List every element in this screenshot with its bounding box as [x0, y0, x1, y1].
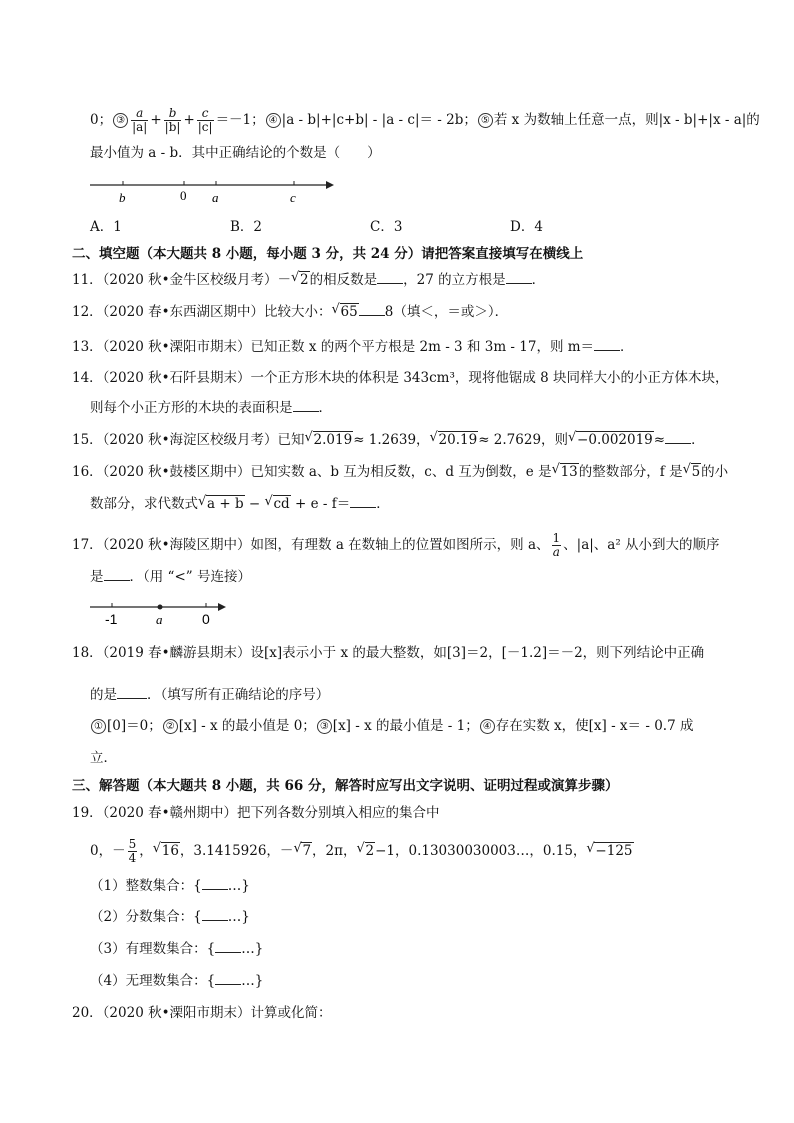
- question-16-line1: 16．（2020 秋•鼓楼区期中）已知实数 a、b 互为相反数，c、d 互为倒数，e 是√ 13的整数部分，f 是√ 5的小: [72, 462, 728, 482]
- blank-19-2: [202, 907, 228, 921]
- eq1-tail: ＝－1；: [215, 112, 265, 128]
- blank-17: [104, 567, 130, 581]
- blank-18: [117, 685, 147, 699]
- label-0: 0: [180, 188, 187, 203]
- set-irrationals: （4）无理数集合：{ …}: [90, 973, 264, 989]
- blank-19-3: [215, 939, 241, 953]
- option-d: D．4: [510, 219, 543, 235]
- circle-3: ③: [113, 113, 128, 128]
- radical-2: √ 2: [291, 270, 310, 290]
- label-c: c: [290, 190, 296, 205]
- question-18-line3: ① [0]＝0； ② [x] - x 的最小值是 0； ③ [x] - x 的最小值是 - 1； ④ 存在实数 x，使[x] - x＝ - 0.7 成: [90, 716, 693, 736]
- option-a: A．1: [90, 219, 122, 235]
- question-continuation-line1: 0； ③ $\frac{a}{|a|}$ + $\frac{b}{|b|}$ + $\frac{c}{|c|}$ ＝－1； ④ |a - b|+|c+b| - |a - c|＝ - 2b； ⑤ 若 x 为数轴上任意一点，则|x - b|+|x - a|的: [90, 106, 760, 134]
- point-a: [158, 605, 163, 610]
- question-18-line2: 的是 ．（填写所有正确结论的序号）: [90, 687, 330, 703]
- blank-11a: [377, 270, 403, 284]
- question-19-numbers: 0，－ $\frac{5}{4}$ ，√ 16，3.1415926，－√ 7，2π，√ 2−1，0.13030030003…，0.15，√ −125: [90, 838, 634, 865]
- arrow-head-2: [218, 603, 226, 611]
- text-zero: 0；: [90, 112, 113, 128]
- option-b: B．2: [230, 219, 263, 235]
- fraction-1-over-a: $\frac{1}{a}$: [552, 531, 561, 559]
- question-17-line1: 17．（2020 秋•海陵区期中）如图，有理数 a 在数轴上的位置如图所示，则 a、 $\frac{1}{a}$ 、|a|、a² 从小到大的顺序: [72, 531, 720, 559]
- label-minus-1: -1: [105, 611, 118, 627]
- question-14-line2: 则每个小正方形的木块的表面积是 ．: [90, 400, 332, 416]
- cube-root-2019: √ 2.019: [305, 430, 354, 450]
- label-zero2: 0: [202, 611, 210, 627]
- question-20: 20．（2020 秋•溧阳市期末）计算或化简：: [72, 1005, 332, 1021]
- blank-16: [350, 494, 376, 508]
- label-b: b: [119, 190, 126, 205]
- radical-65: √ 65: [332, 302, 359, 322]
- cube-root-neg: √ −0.002019: [568, 430, 654, 450]
- question-14-line1: 14．（2020 秋•石阡县期末）一个正方形木块的体积是 343cm³，现将他锯成 8 块同样大小的小正方体木块，: [72, 370, 729, 386]
- blank-15: [665, 430, 691, 444]
- answer-options: [90, 217, 650, 237]
- radical-2b: √ 2: [357, 841, 376, 861]
- section-3-heading: 三、解答题（本大题共 8 小题，共 66 分，解答时应写出文字说明、证明过程或演算步骤）: [72, 778, 619, 794]
- cube-root-7: √ 7: [293, 841, 312, 861]
- question-13: 13．（2020 秋•溧阳市期末）已知正数 x 的两个平方根是 2m - 3 和 3m - 17，则 m＝ ．: [72, 339, 634, 355]
- radical-5: √ 5: [683, 462, 702, 482]
- fraction-5-4: $\frac{5}{4}$: [128, 837, 137, 865]
- blank-14: [293, 398, 319, 412]
- radical-a-plus-b: √ a + b: [198, 494, 245, 514]
- section-2-heading: 二、填空题（本大题共 8 小题，每小题 3 分，共 24 分）请把答案直接填写在横线上: [72, 246, 584, 262]
- cube-root-neg125: √ −125: [586, 841, 633, 861]
- fraction-b: $\frac{b}{|b|}$: [164, 106, 181, 134]
- fraction-a: $\frac{a}{|a|}$: [132, 106, 148, 134]
- radical-16: √ 16: [153, 841, 180, 861]
- blank-12: [359, 302, 385, 316]
- radical-13: √ 13: [552, 462, 579, 482]
- set-rationals: （3）有理数集合：{ …}: [90, 941, 264, 957]
- arrow-head: [326, 181, 334, 189]
- question-16-line2: 数部分，求代数式√ a + b − √ cd + e - f＝ ．: [90, 494, 390, 514]
- option-c: C．3: [370, 219, 403, 235]
- question-15: 15．（2020 秋•海淀区校级月考）已知√ 2.019≈ 1.2639，√ 20.19≈ 2.7629，则√ −0.002019≈ ．: [72, 430, 705, 450]
- question-11: 11．（2020 秋•金牛区校级月考）－√ 2的相反数是 ，27 的立方根是 ．: [72, 270, 545, 290]
- cube-root-cd: √ cd: [265, 494, 291, 514]
- set-fractions: （2）分数集合：{ …}: [90, 909, 250, 925]
- blank-19-1: [202, 876, 228, 890]
- circle-4: ④: [266, 113, 281, 128]
- expr4: |a - b|+|c+b| - |a - c|＝ - 2b；: [281, 112, 477, 128]
- number-line-2: [88, 596, 228, 628]
- question-continuation-line2: 最小值为 a - b．其中正确结论的个数是（ ）: [90, 145, 381, 161]
- fraction-c: $\frac{c}{|c|}$: [197, 106, 213, 134]
- label-a: a: [212, 190, 219, 205]
- question-19-title: 19．（2020 春•赣州期中）把下列各数分别填入相应的集合中: [72, 805, 440, 821]
- set-integers: （1）整数集合：{ …}: [90, 878, 250, 894]
- question-18-line1: 18．（2019 春•麟游县期末）设[x]表示小于 x 的最大整数，如[3]＝2，[－1.2]＝－2，则下列结论中正确: [72, 645, 705, 661]
- blank-19-4: [215, 971, 241, 985]
- question-12: 12．（2020 春•东西湖区期中）比较大小：√ 65 8（填＜，＝或＞）．: [72, 302, 508, 322]
- circle-5: ⑤: [478, 113, 493, 128]
- number-line-1: [88, 172, 338, 206]
- question-18-line4: 立．: [90, 750, 117, 766]
- expr5: 若 x 为数轴上任意一点，则|x - b|+|x - a|的: [493, 112, 760, 128]
- blank-11b: [506, 270, 532, 284]
- label-a2: a: [156, 612, 163, 627]
- cube-root-2019b: √ 20.19: [430, 430, 479, 450]
- question-17-line2: 是 ．（用 “<” 号连接）: [90, 569, 251, 585]
- blank-13: [594, 337, 620, 351]
